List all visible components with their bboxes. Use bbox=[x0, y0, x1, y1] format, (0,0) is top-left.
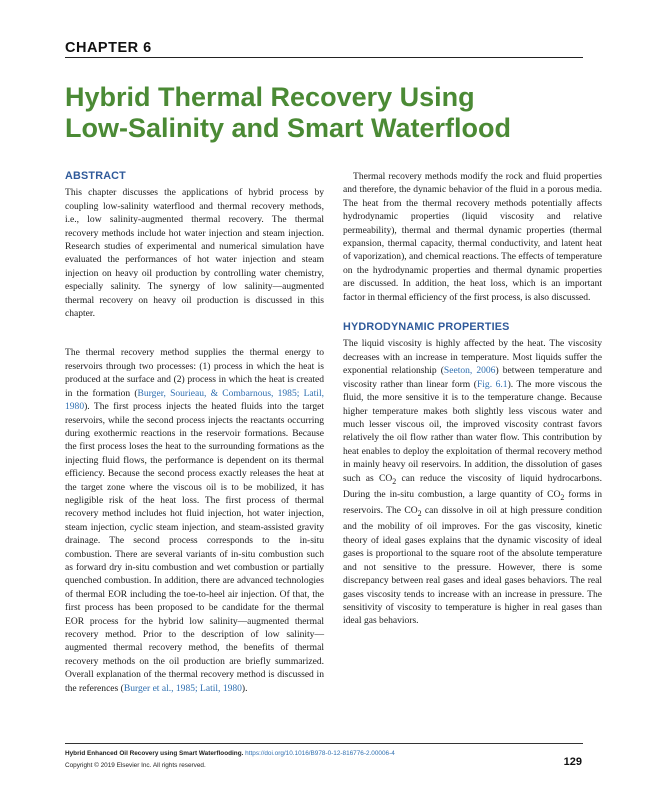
chapter-rule bbox=[65, 57, 583, 58]
citation-link-burger-et-al[interactable]: Burger et al., 1985; Latil, 1980 bbox=[123, 682, 242, 694]
hydro-text-e: forms in reservoirs. The CO bbox=[343, 488, 602, 517]
hydrodynamic-paragraph bbox=[343, 337, 602, 627]
hydro-text-c: ). The more viscous the fluid, the more sensitive it is to the temperature change. Because higher temperature makes both slightly less viscous water and much lesser viscous oil, the improved viscosity contrast favors relatively the oil flow rather than water flow. This contribution by heat enables to deploy the exploitation of thermal recovery method in mainly heavy oil reservoirs. In addition, the dissolution of gases such as CO bbox=[343, 378, 602, 484]
intro-paragraph-1 bbox=[65, 346, 324, 695]
subscript-2: 2 bbox=[417, 509, 422, 519]
hydro-text-f: can dissolve in oil at high pressure condition and the mobility of oil improves. For the gas viscosity, kinetic theory of ideal gases explains that the dynamic viscosity of ideal gases is proportional to the square root of the absolute temperature and not sensitive to the pressure. However, there is some discrepancy between real gases and ideal gases behaviors. The real gases viscosity tends to increase with an increase in pressure. The sensitivity of viscosity to temperature is higher in real gases than ideal gas behaviors. bbox=[343, 505, 603, 627]
hydro-text-d: can reduce the viscosity of liquid hydrocarbons. During the in-situ combustion, a large quantity of CO bbox=[343, 472, 602, 500]
hydro-text-a: The liquid viscosity is highly affected by the heat. The viscosity decreases with an increase in temperature. Most liquids suffer the exponential relationship ( bbox=[343, 338, 602, 377]
footer-doi-link[interactable]: https://doi.org/10.1016/B978-0-12-816776-2.00006-4 bbox=[245, 750, 395, 757]
intro-paragraph-2: Thermal recovery methods modify the rock and fluid properties and therefore, the dynamic behavior of the fluid in a porous media. The heat from the thermal recovery methods potentially affects hydrodynamic properties (liquid viscosity and relative permeability), thermal and thermal dynamic properties (thermal expansion, thermal capacity, thermal conductivity, and latent heat of vaporization), and chemical reactions. The effects of temperature on the hydrodynamic properties and thermal dynamic properties are discussed. In addition, the heat loss, which is an important factor in thermal efficiency of the first process, is also discussed. bbox=[343, 171, 602, 303]
hydrodynamic-heading: HYDRODYNAMIC PROPERTIES bbox=[343, 321, 510, 334]
chapter-title-line1: Hybrid Thermal Recovery Using bbox=[65, 82, 475, 112]
page-number: 129 bbox=[563, 756, 582, 768]
hydro-text-b: ) between temperature and viscosity rather than linear form ( bbox=[343, 365, 602, 390]
footer-citation bbox=[65, 750, 395, 757]
chapter-label: CHAPTER 6 bbox=[65, 40, 152, 56]
citation-link-seeton-2006[interactable]: Seeton, 2006 bbox=[443, 365, 496, 377]
left-column bbox=[65, 170, 324, 695]
chapter-title-line2: Low-Salinity and Smart Waterflood bbox=[65, 113, 512, 143]
section-gap bbox=[343, 304, 602, 321]
footer-rule bbox=[65, 743, 583, 744]
section-gap bbox=[65, 320, 324, 346]
footer-copyright: Copyright © 2019 Elsevier Inc. All rights reserved. bbox=[65, 762, 206, 769]
abstract-heading: ABSTRACT bbox=[65, 170, 126, 182]
intro-p1-text-a: The thermal recovery method supplies the thermal energy to reservoirs through two processes: (1) process in which the heat is produced at the surface and (2) process in which the heat is created in the formation ( bbox=[65, 347, 324, 399]
footer-book-title: Hybrid Enhanced Oil Recovery using Smart Waterflooding. bbox=[65, 750, 244, 757]
chapter-title bbox=[65, 82, 585, 144]
figure-link-6-1[interactable]: Fig. 6.1 bbox=[476, 378, 508, 390]
abstract-text: This chapter discusses the applications of hybrid process by coupling low-salinity waterflood and thermal recovery methods, i.e., low salinity-augmented thermal recovery. The thermal recovery methods include hot water injection and steam injection. Research studies of experimental and numerical simulation have evaluated the performances of hot water injection and steam injection on heavy oil production by controlling water chemistry, especially salinity. The synergy of low salinity—augmented thermal recovery on heavy oil production is discussed in this chapter. bbox=[65, 187, 324, 320]
intro-p1-text-c: ). bbox=[241, 682, 248, 694]
subscript-2: 2 bbox=[392, 476, 397, 486]
citation-link-burger-1985[interactable]: Burger, Sourieau, & Combarnous, 1985; Latil, 1980 bbox=[65, 387, 324, 413]
right-column bbox=[343, 170, 602, 628]
subscript-2: 2 bbox=[560, 492, 565, 502]
intro-p1-text-b: ). The first process injects the heated fluids into the target reservoirs, while the second process injects the reactants occurring during exothermic reactions in the reservoir formations. Because the first process loses the heat to the surrounding formations as the injecting fluid flows, the performance is dependent on its thermal efficiency. Because the second process exactly releases the heat at the target zone where the viscous oil is to be mobilized, it has negligible risk of the heat loss. The first process of thermal recovery method includes hot fluid injection, hot water injection, steam injection, cyclic steam injection, and steam-assisted gravity drainage. The second process corresponds to the in-situ combustion. There are several variants of in-situ combustion such as forward dry in-situ combustion and wet combustion or partially quenched combustion. In addition, there are advanced technologies of thermal EOR including the toe-to-heel air injection. Of that, the first process has been proposed to be candidate for the thermal EOR process for the hybrid low salinity—augmented thermal recovery method. Prior to the description of low salinity—augmented thermal recovery method, the benefits of thermal recovery methods on the oil production are briefly summarized. Overall explanation of the thermal recovery method is discussed in the references ( bbox=[65, 401, 324, 694]
